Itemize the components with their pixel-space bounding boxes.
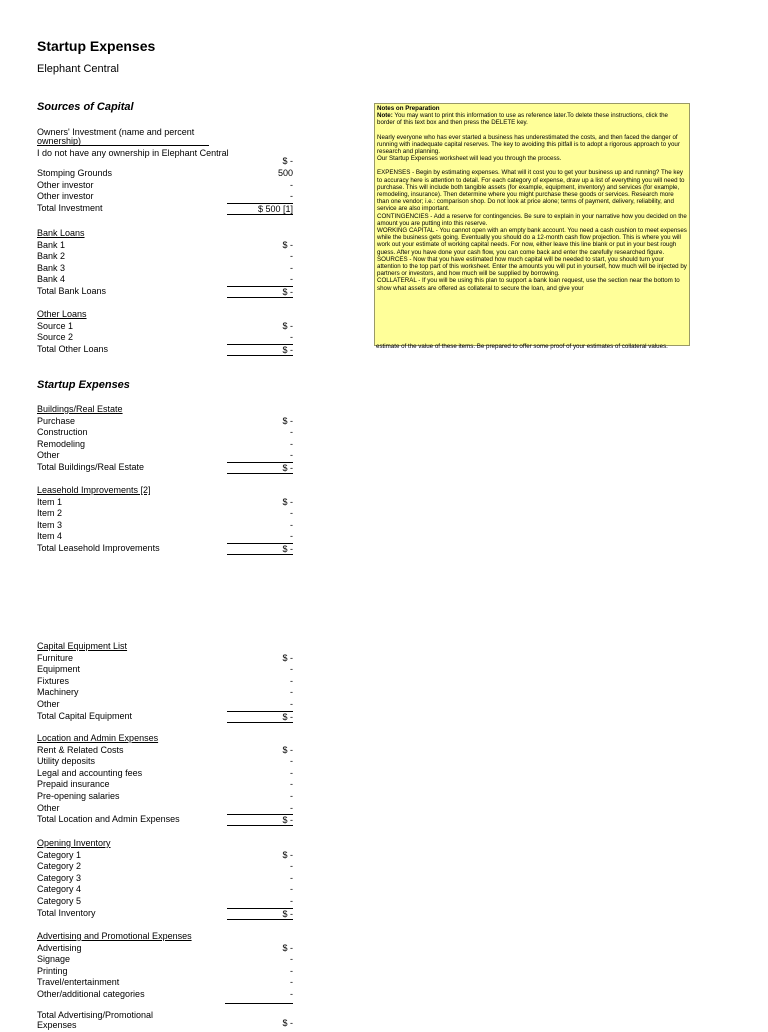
sources-heading: Sources of Capital [37,101,134,113]
advertising-group [37,931,293,1032]
table-row: Category 1 $ - [37,849,293,860]
total-row: Total Capital Equipment $ - [37,710,293,722]
table-row: Item 3 - [37,519,293,530]
table-row: Stomping Grounds 500 [37,168,293,178]
notes-paragraph: Nearly everyone who has ever started a business has underestimated the costs, and then faced the danger of running with inadequate capital reserves. The key to avoiding this pitfall is to adopt a rigorous approach to your research and planning. [377,133,680,156]
table-row: Source 2 - [37,332,293,343]
table-row: Source 1 $ - [37,320,293,331]
startup-expenses-heading: Startup Expenses [37,379,130,391]
table-row: Category 5 - [37,895,293,906]
notes-paragraph: CONTINGENCIES - Add a reserve for contingencies. Be sure to explain in your narrative how you decided on the amount you are putting into this reserve. [377,212,687,227]
table-row: Printing - [37,965,293,976]
table-row: Item 1 $ - [37,496,293,507]
table-row: Legal and accounting fees - [37,767,293,778]
table-row: Other/additional categories - [37,988,293,999]
table-row: Item 2 - [37,508,293,519]
table-row: Bank 4 - [37,274,293,285]
capital-equipment-header: Capital Equipment List [37,641,128,651]
table-row: I do not have any ownership in Elephant Central $ - [37,148,293,167]
total-row: Total Leasehold Improvements $ - [37,542,293,554]
total-row: Total Investment $ 500 [1] [37,202,293,214]
table-row: Bank 1 $ - [37,239,293,250]
page-title: Startup Expenses [37,38,156,54]
owners-header: Owners' Investment (name and percent ownership) [37,128,209,146]
notes-overflow-text: estimate of the value of these items. Be prepared to offer some proof of your estimates of collateral values. [376,343,668,350]
buildings-header: Buildings/Real Estate [37,404,123,414]
table-row: Travel/entertainment - [37,977,293,988]
divider [377,162,687,169]
other-loans-header: Other Loans [37,309,87,319]
inventory-group [37,838,293,919]
total-row: Total Buildings/Real Estate $ - [37,461,293,473]
divider [225,1003,293,1005]
inventory-header: Opening Inventory [37,838,111,848]
divider [377,127,687,134]
table-row: Advertising $ - [37,942,293,953]
buildings-group [37,404,293,474]
total-row: Total Inventory $ - [37,907,293,919]
advertising-header: Advertising and Promotional Expenses [37,931,192,941]
location-admin-group [37,733,293,826]
table-row: Other investor - [37,191,293,202]
bank-loans-header: Bank Loans [37,228,85,238]
notes-textbox[interactable] [374,103,690,346]
table-row: Prepaid insurance - [37,779,293,790]
notes-note: Note: You may want to print this information to use as reference later.To delete these instructions, click the border of this text box and then press the DELETE key. [377,112,668,127]
table-row: Construction - [37,427,293,438]
owners-header-row [37,128,293,148]
company-name: Elephant Central [37,63,119,75]
table-row: Equipment - [37,664,293,675]
table-row: Pre-opening salaries - [37,790,293,801]
total-row: Total Location and Admin Expenses $ - [37,814,293,826]
notes-paragraph: EXPENSES - Begin by estimating expenses. What will it cost you to get your business up and running? The key to accuracy here is attention to detail. For each category of expense, draw up a list of everything you will need to purchase. This will include both tangible assets (for example, equipment, inventory) and services (for example, remodeling, insurance). Then determine where you might purchase these goods or services. Research more than one vendor; i.e.: comparison shop. Do not look at price alone; terms of payment, delivery, reliability, and service are also important. [377,169,685,213]
table-row: Bank 2 - [37,251,293,262]
owners-investment-group [37,128,293,214]
table-row: Rent & Related Costs $ - [37,744,293,755]
capital-equipment-group [37,641,293,722]
notes-heading: Notes on Preparation [377,105,440,112]
table-row: Purchase $ - [37,415,293,426]
table-row: Category 3 - [37,872,293,883]
table-row: Other - [37,450,293,461]
table-row: Other - [37,802,293,813]
notes-paragraph: SOURCES - Now that you have estimated how much capital will be needed to start, you should turn your attention to the top part of this worksheet. Enter the amounts you will put in yourself, how much will be injected by partners or investors, and how much will be supplied by borrowing. [377,255,687,278]
table-row: Machinery - [37,687,293,698]
leasehold-group [37,485,293,555]
notes-paragraph: Our Startup Expenses worksheet will lead you through the process. [377,155,562,163]
location-admin-header: Location and Admin Expenses [37,733,159,743]
table-row: Furniture $ - [37,652,293,663]
total-row: Total Bank Loans $ - [37,285,293,297]
leasehold-header: Leasehold Improvements [2] [37,485,151,495]
table-row: Other - [37,698,293,709]
total-row: Total Advertising/Promotional Expenses $ - [37,1009,293,1030]
table-row: Category 4 - [37,884,293,895]
table-row: Fixtures - [37,675,293,686]
table-row: Signage - [37,954,293,965]
other-loans-group [37,309,293,355]
notes-paragraph: COLLATERAL - If you will be using this plan to support a bank loan request, use the section near the bottom to show what assets are offered as collateral to secure the loan, and give your [377,277,680,292]
table-row: Other investor - [37,179,293,190]
bank-loans-group [37,228,293,298]
table-row: Utility deposits - [37,756,293,767]
table-row: Remodeling - [37,438,293,449]
table-row: Bank 3 - [37,262,293,273]
table-row: Category 2 - [37,861,293,872]
total-row: Total Other Loans $ - [37,343,293,355]
notes-paragraph: WORKING CAPITAL - You cannot open with an empty bank account. You need a cash cushion to meet expenses while the business gets going. Eventually you should do a 12-month cash flow projection. This is where you will work out your estimate of working capital needs. For now, either leave this line blank or put in your best rough guess. After you have done your cash flow, you can come back and enter the carefully researched figure. [377,227,687,256]
table-row: Item 4 - [37,531,293,542]
